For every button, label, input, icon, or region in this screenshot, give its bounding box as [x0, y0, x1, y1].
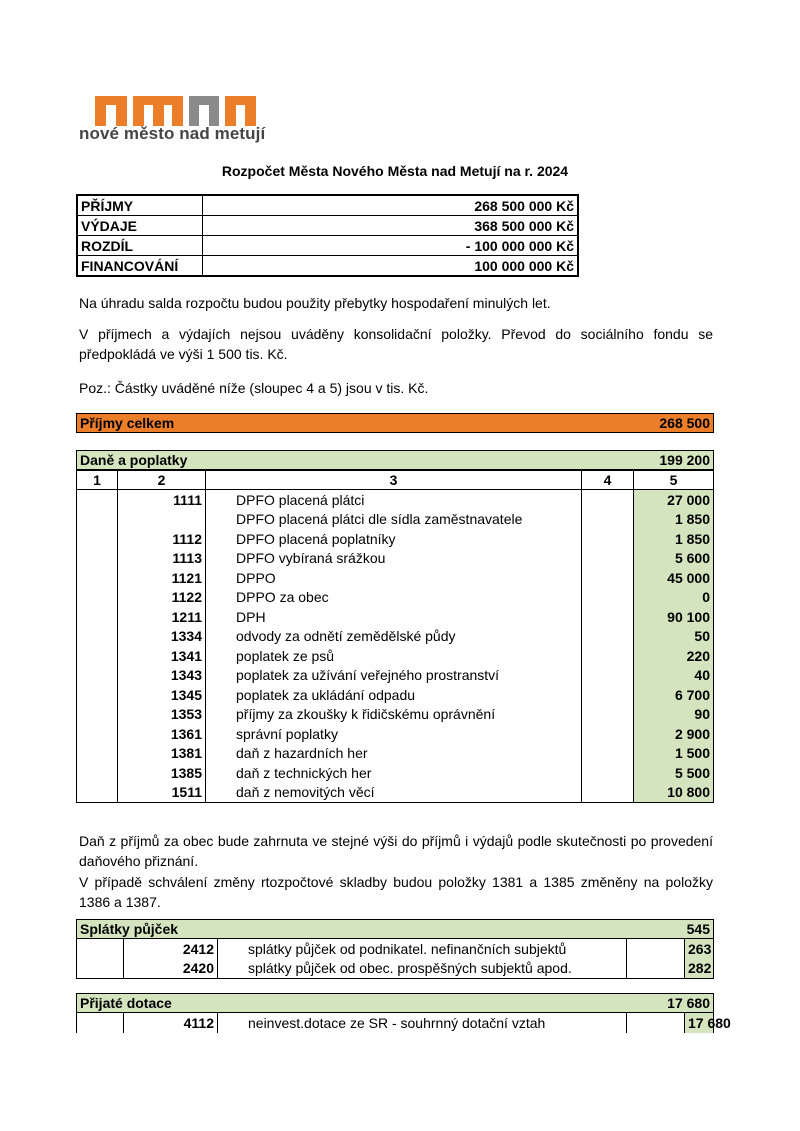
total-section [76, 413, 714, 433]
row-amount: 1 850 [634, 510, 714, 530]
row-code: 1381 [118, 744, 206, 764]
column-header: 2 [118, 471, 206, 490]
section-bar [76, 993, 714, 1013]
splatky-rows [77, 939, 714, 979]
cell-col-4 [582, 646, 634, 666]
row-name: příjmy za zkoušky k řidičskému oprávnění [206, 705, 582, 725]
table-row [77, 744, 714, 764]
row-name: DPFO placená poplatníky [206, 529, 582, 549]
cell-col-1 [77, 939, 124, 959]
row-amount: 0 [634, 588, 714, 608]
table-row [77, 724, 714, 744]
cell-col-4 [582, 685, 634, 705]
paragraph-zmena-skladby: V případě schválení změny rtozpočtové skladby budou položky 1381 a 1385 změněny na položky 1386 a 1387. [79, 874, 713, 910]
dotace-table [76, 1013, 731, 1033]
row-code: 1353 [118, 705, 206, 725]
dotace-rows [77, 1013, 731, 1033]
splatky-table [76, 939, 714, 979]
table-row [77, 627, 714, 647]
row-amount: 27 000 [634, 490, 714, 510]
cell-col-4 [627, 1013, 685, 1033]
row-code: 1121 [118, 568, 206, 588]
cell-col-1 [77, 666, 118, 686]
row-name: neinvest.dotace ze SR - souhrnný dotační vztah [218, 1013, 627, 1033]
row-name: daň z technických her [206, 763, 582, 783]
table-row [77, 646, 714, 666]
summary-row-rozdil [77, 236, 578, 256]
cell-col-1 [77, 490, 118, 510]
table-row [77, 685, 714, 705]
row-amount: 282 [685, 959, 714, 979]
total-label: Příjmy celkem [80, 415, 175, 431]
table-row [77, 490, 714, 510]
cell-col-1 [77, 685, 118, 705]
cell-col-1 [77, 646, 118, 666]
row-name: daň z hazardních her [206, 744, 582, 764]
row-amount: 1 500 [634, 744, 714, 764]
table-row [77, 666, 714, 686]
row-code: 2420 [124, 959, 218, 979]
row-name: poplatek za ukládání odpadu [206, 685, 582, 705]
row-amount: 6 700 [634, 685, 714, 705]
row-amount: 1 850 [634, 529, 714, 549]
section-bar [76, 450, 714, 470]
table-row [77, 959, 714, 979]
cell-col-1 [77, 1013, 124, 1033]
row-code: 1112 [118, 529, 206, 549]
table-row [77, 588, 714, 608]
row-code: 1111 [118, 490, 206, 510]
cell-col-1 [77, 705, 118, 725]
cell-col-4 [582, 724, 634, 744]
table-row [77, 1013, 714, 1033]
section-bar [76, 919, 714, 939]
column-header: 3 [206, 471, 582, 490]
summary-value: 268 500 000 Kč [203, 195, 579, 216]
row-amount: 90 [634, 705, 714, 725]
cell-col-4 [627, 959, 685, 979]
table-row [77, 529, 714, 549]
section-label: Přijaté dotace [80, 995, 172, 1011]
row-code: 1361 [118, 724, 206, 744]
row-amount: 10 800 [634, 783, 714, 803]
cell-col-1 [77, 529, 118, 549]
cell-col-4 [582, 588, 634, 608]
table-row [77, 607, 714, 627]
page-title: Rozpočet Města Nového Města nad Metují na r. 2024 [221, 163, 569, 179]
cell-col-4 [582, 666, 634, 686]
row-amount: 17 680 [685, 1013, 714, 1033]
summary-label: VÝDAJE [77, 216, 203, 236]
cell-col-1 [77, 568, 118, 588]
cell-col-1 [77, 959, 124, 979]
cell-col-1 [77, 588, 118, 608]
cell-col-4 [582, 783, 634, 803]
row-name: DPH [206, 607, 582, 627]
row-name: správní poplatky [206, 724, 582, 744]
cell-col-1 [77, 510, 118, 530]
table-row [77, 939, 714, 959]
total-bar [76, 413, 714, 433]
paragraph-poznamka: Poz.: Částky uváděné níže (sloupec 4 a 5) jsou v tis. Kč. [79, 380, 429, 396]
row-code: 1511 [118, 783, 206, 803]
row-amount: 90 100 [634, 607, 714, 627]
summary-value: - 100 000 000 Kč [203, 236, 579, 256]
row-name: daň z nemovitých věcí [206, 783, 582, 803]
row-code: 1334 [118, 627, 206, 647]
row-amount: 263 [685, 939, 714, 959]
table-row [77, 783, 714, 803]
summary-row-prijmy [77, 195, 578, 216]
cell-col-4 [582, 568, 634, 588]
row-name: DPFO vybíraná srážkou [206, 549, 582, 569]
row-code [118, 510, 206, 530]
section-label: Splátky půjček [80, 921, 179, 937]
summary-row-vydaje [77, 216, 578, 236]
cell-col-1 [77, 724, 118, 744]
cell-col-1 [77, 549, 118, 569]
row-amount: 220 [634, 646, 714, 666]
row-code: 1343 [118, 666, 206, 686]
dane-section [76, 450, 714, 803]
row-amount: 5 600 [634, 549, 714, 569]
cell-col-4 [582, 607, 634, 627]
cell-col-1 [77, 744, 118, 764]
cell-col-4 [582, 510, 634, 530]
summary-row-financovani [77, 256, 578, 277]
section-value: 545 [686, 921, 710, 937]
logo-text: nové město nad metují [79, 124, 266, 143]
row-name: odvody za odnětí zemědělské půdy [206, 627, 582, 647]
row-name: splátky půjček od obec. prospěšných subjektů apod. [218, 959, 627, 979]
table-row [77, 763, 714, 783]
cell-col-4 [582, 627, 634, 647]
row-amount: 2 900 [634, 724, 714, 744]
summary-label: ROZDÍL [77, 236, 203, 256]
row-name: DPFO placená plátci [206, 490, 582, 510]
cell-col-4 [627, 939, 685, 959]
cell-col-4 [582, 705, 634, 725]
cell-col-1 [77, 607, 118, 627]
table-row [77, 705, 714, 725]
row-name: DPFO placená plátci dle sídla zaměstnavatele [206, 510, 582, 530]
row-amount: 50 [634, 627, 714, 647]
paragraph-konsolidace: V příjmech a výdajích nejsou uváděny konsolidační položky. Převod do sociálního fondu se předpokládá ve výši 1 500 tis. Kč. [79, 326, 713, 362]
row-name: splátky půjček od podnikatel. nefinančních subjektů [218, 939, 627, 959]
total-value: 268 500 [659, 415, 710, 431]
dotace-section [76, 993, 731, 1033]
paragraph-saldo: Na úhradu salda rozpočtu budou použity přebytky hospodaření minulých let. [79, 295, 551, 311]
cell-col-1 [77, 627, 118, 647]
row-amount: 5 500 [634, 763, 714, 783]
summary-table [76, 194, 579, 277]
cell-col-4 [582, 549, 634, 569]
dane-rows [77, 490, 714, 803]
section-label: Daně a poplatky [80, 452, 188, 468]
cell-col-4 [582, 529, 634, 549]
column-header: 1 [77, 471, 118, 490]
cell-col-4 [582, 763, 634, 783]
column-header-row [77, 471, 714, 490]
summary-label: PŘÍJMY [77, 195, 203, 216]
row-code: 1113 [118, 549, 206, 569]
table-row [77, 568, 714, 588]
cell-col-4 [582, 744, 634, 764]
cell-col-4 [582, 490, 634, 510]
column-header: 5 [634, 471, 714, 490]
row-code: 2412 [124, 939, 218, 959]
cell-col-1 [77, 783, 118, 803]
section-value: 17 680 [667, 995, 710, 1011]
row-name: DPPO za obec [206, 588, 582, 608]
row-name: poplatek ze psů [206, 646, 582, 666]
row-amount: 40 [634, 666, 714, 686]
paragraph-dan-prijmu: Daň z příjmů za obec bude zahrnuta ve stejné výši do příjmů i výdajů podle skutečnosti po provedení daňového přiznání. [79, 833, 713, 869]
summary-value: 368 500 000 Kč [203, 216, 579, 236]
table-row [77, 510, 714, 530]
table-row [77, 549, 714, 569]
splatky-section [76, 919, 714, 979]
row-code: 1385 [118, 763, 206, 783]
row-name: DPPO [206, 568, 582, 588]
summary-value: 100 000 000 Kč [203, 256, 579, 277]
row-amount: 45 000 [634, 568, 714, 588]
row-code: 1345 [118, 685, 206, 705]
column-header: 4 [582, 471, 634, 490]
row-name: poplatek za užívání veřejného prostranství [206, 666, 582, 686]
dane-table [76, 470, 714, 803]
cell-col-1 [77, 763, 118, 783]
summary-label: FINANCOVÁNÍ [77, 256, 203, 277]
row-code: 4112 [124, 1013, 218, 1033]
row-code: 1122 [118, 588, 206, 608]
row-code: 1341 [118, 646, 206, 666]
section-value: 199 200 [659, 452, 710, 468]
row-code: 1211 [118, 607, 206, 627]
